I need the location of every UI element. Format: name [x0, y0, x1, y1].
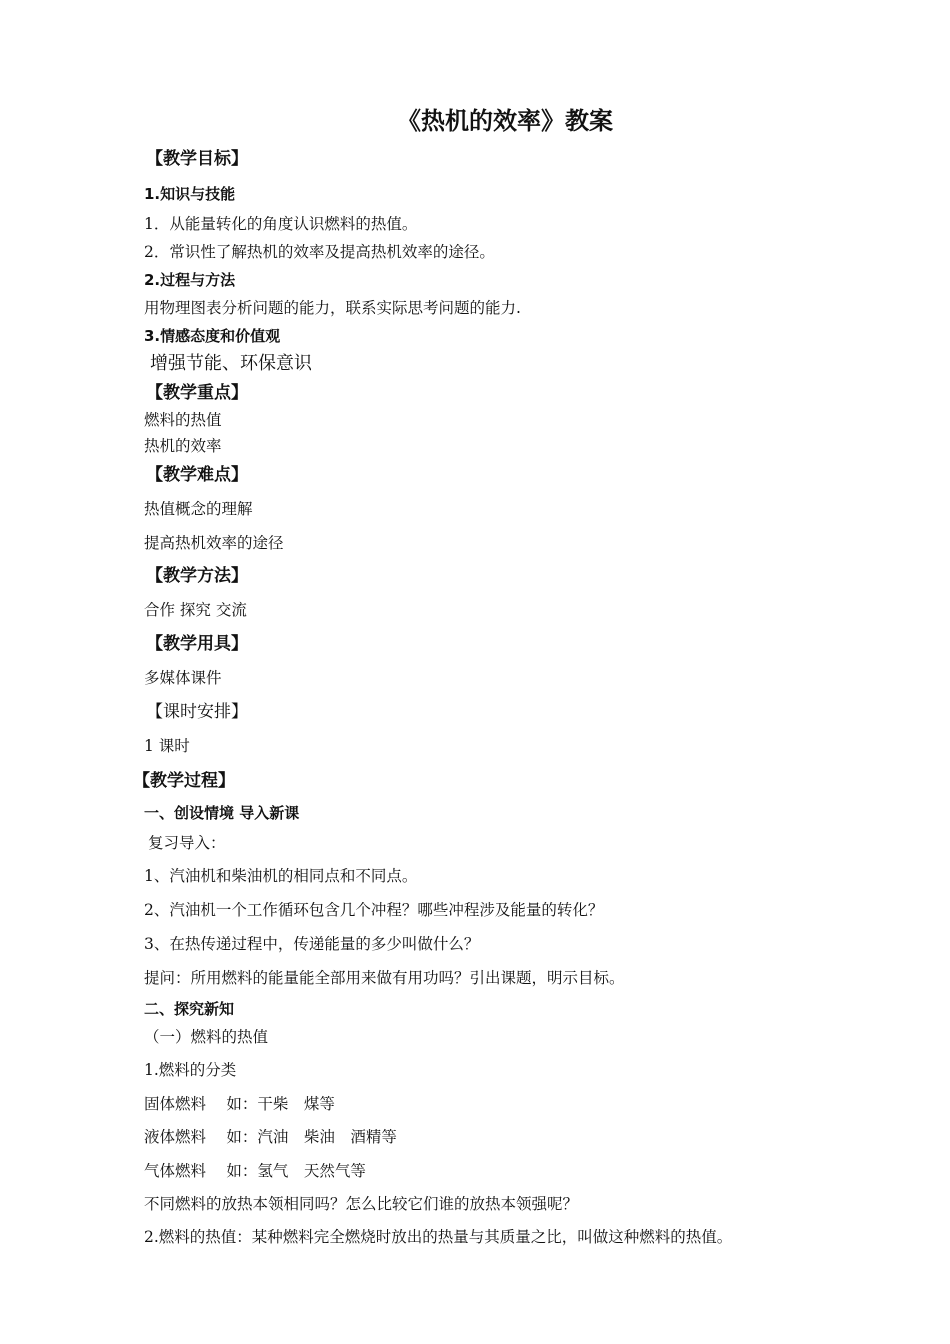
teaching-process-heading: 【教学过程】 [133, 771, 235, 791]
methods-heading: 【教学方法】 [146, 566, 248, 586]
methods-text: 合作 探究 交流 [144, 601, 247, 619]
difficulties-heading: 【教学难点】 [146, 465, 248, 485]
part2-classify: 1.燃料的分类 [144, 1061, 237, 1079]
difficulty-item: 热值概念的理解 [144, 500, 253, 518]
part1-item: 提问：所用燃料的能量能全部用来做有用功吗？引出课题，明示目标。 [144, 969, 625, 987]
fuel-item: 气体燃料 如：氢气 天然气等 [144, 1162, 366, 1180]
tools-heading: 【教学用具】 [146, 634, 248, 654]
part1-item: 3、在热传递过程中，传递能量的多少叫做什么？ [144, 935, 480, 953]
knowledge-item: 1．从能量转化的角度认识燃料的热值。 [144, 215, 418, 233]
key-point-item: 热机的效率 [144, 437, 222, 455]
tools-text: 多媒体课件 [144, 669, 222, 687]
emotion-text: 增强节能、环保意识 [150, 353, 312, 374]
key-points-heading: 【教学重点】 [146, 383, 248, 403]
part1-item: 2、汽油机一个工作循环包含几个冲程？哪些冲程涉及能量的转化？ [144, 901, 604, 919]
part2-section: （一）燃料的热值 [144, 1028, 269, 1046]
part1-item: 1、汽油机和柴油机的相同点和不同点。 [144, 867, 418, 885]
process-method-heading: 2.过程与方法 [144, 271, 236, 289]
part2-heading: 二、探究新知 [144, 1000, 235, 1018]
page-title: 《热机的效率》教案 [397, 107, 613, 135]
emotion-heading: 3.情感态度和价值观 [144, 327, 281, 345]
part2-question: 不同燃料的放热本领相同吗？怎么比较它们谁的放热本领强呢？ [144, 1195, 579, 1213]
part1-heading: 一、创设情境 导入新课 [144, 804, 300, 822]
part1-intro: 复习导入： [148, 834, 226, 852]
objectives-heading: 【教学目标】 [146, 149, 248, 169]
knowledge-item: 2．常识性了解热机的效率及提高热机效率的途径。 [144, 243, 495, 261]
schedule-heading: 【课时安排】 [146, 702, 248, 722]
process-method-text: 用物理图表分析问题的能力，联系实际思考问题的能力. [144, 299, 521, 317]
knowledge-heading: 1.知识与技能 [144, 185, 236, 203]
fuel-item: 液体燃料 如：汽油 柴油 酒精等 [144, 1128, 397, 1146]
key-point-item: 燃料的热值 [144, 411, 222, 429]
fuel-item: 固体燃料 如：干柴 煤等 [144, 1095, 335, 1113]
difficulty-item: 提高热机效率的途径 [144, 534, 284, 552]
schedule-text: 1 课时 [144, 737, 190, 755]
heat-value-definition: 2.燃料的热值：某种燃料完全燃烧时放出的热量与其质量之比，叫做这种燃料的热值。 [144, 1228, 733, 1246]
